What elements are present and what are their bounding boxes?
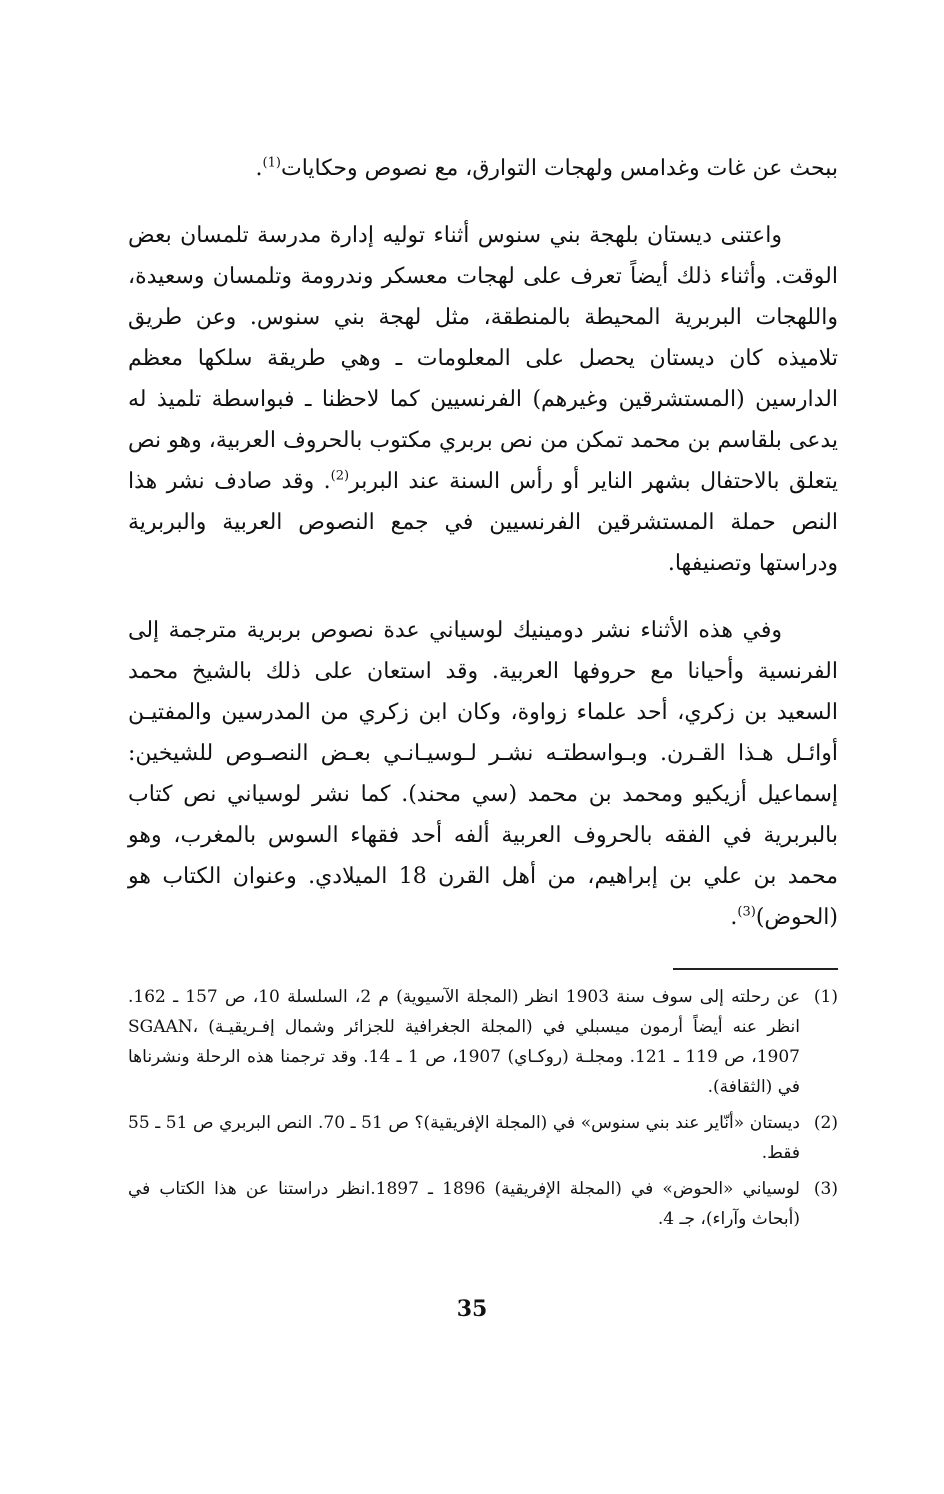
- footnote-number: (3): [813, 1179, 838, 1199]
- page-number: 35: [456, 1296, 488, 1322]
- footnote-3: [128, 1174, 838, 1234]
- footnote-text: ديستان «أنّاير عند بني سنوس» في (المجلة الإفريقية)؟ ص 51 ـ 70. النص البربري ص 51 ـ 55 فقط.: [128, 1113, 800, 1163]
- paragraph-3-end: .: [730, 905, 738, 930]
- footnote-ref-3[interactable]: (3): [737, 904, 756, 920]
- footnote-number: (1): [813, 987, 838, 1007]
- footnote-number: (2): [813, 1113, 838, 1133]
- footnote-ref-2[interactable]: (2): [330, 468, 350, 484]
- paragraph-1: [128, 148, 838, 189]
- paragraph-2-text-b: . وقد صادف نشر هذا النص حملة المستشرقين الفرنسيين في جمع النصوص العربية والبربرية ودراستها وتصنيفها.: [128, 469, 838, 576]
- footnote-2: [128, 1108, 838, 1168]
- footnote-ref-1[interactable]: (1): [262, 155, 281, 171]
- footnotes-section: [128, 968, 838, 1240]
- main-text: [128, 148, 838, 938]
- paragraph-2: [128, 215, 838, 584]
- paragraph-2-text-a: واعتنى ديستان بلهجة بني سنوس أثناء توليه إدارة مدرسة تلمسان بعض الوقت. وأثناء ذلك أيضاً تعرف على لهجات معسكر وندرومة وتلمسان وسعيدة، واللهجات البربرية المحيطة بالمنطقة، مثل لهجة بني سنوس. وعن طريق تلاميذه كان ديستان يحصل على المعلومات ـ وهي طريقة سلكها معظم الدارسين (المستشرقين وغيرهم) الفرنسيين كما لاحظنا ـ فبواسطة تلميذ له يدعى بلقاسم بن محمد تمكن من نص بربري مكتوب بالحروف العربية، وهو نص يتعلق بالاحتفال بشهر الناير أو رأس السنة عند البربر: [128, 223, 838, 494]
- paragraph-gap: [128, 189, 838, 215]
- footnote-1: [128, 982, 838, 1102]
- footnote-text: لوسياني «الحوض» في (المجلة الإفريقية) 1896 ـ 1897.انظر دراستنا عن هذا الكتاب في (أبحاث وآراء)، جـ 4.: [128, 1179, 800, 1229]
- footnote-divider: [673, 968, 838, 970]
- paragraph-3: [128, 610, 838, 938]
- footnote-text: عن رحلته إلى سوف سنة 1903 انظر (المجلة الآسيوية) م 2، السلسلة 10، ص 157 ـ 162. انظر عنه أيضاً أرمون ميسبلي في (المجلة الجغرافية للجزائر وشمال إفـريقيـة) SGAAN، 1907، ص 119 ـ 121. ومجلـة (روكـاي) 1907، ص 1 ـ 14. وقد ترجمنا هذه الرحلة ونشرناها في (الثقافة).: [128, 987, 800, 1097]
- paragraph-1-text: ببحث عن غات وغدامس ولهجات التوارق، مع نصوص وحكايات: [280, 156, 838, 181]
- paragraph-1-end: .: [255, 156, 263, 181]
- paragraph-3-text: وفي هذه الأثناء نشر دومينيك لوسياني عدة نصوص بربرية مترجمة إلى الفرنسية وأحيانا مع حروفها العربية. وقد استعان على ذلك بالشيخ محمد السعيد بن زكري، أحد علماء زواوة، وكان ابن زكري من المدرسين والمفتيـن أوائـل هـذا القـرن. وبـواسطتـه نشـر لـوسيـانـي بعـض النصـوص للشيخين: إسماعيل أزيكيو ومحمد بن محمد (سي محند). كما نشر لوسياني نص كتاب بالبربرية في الفقه بالحروف العربية ألفه أحد فقهاء السوس بالمغرب، وهو محمد بن علي بن إبراهيم، من أهل القرن 18 الميلادي. وعنوان الكتاب هو (الحوض): [128, 618, 838, 930]
- paragraph-gap: [128, 584, 838, 610]
